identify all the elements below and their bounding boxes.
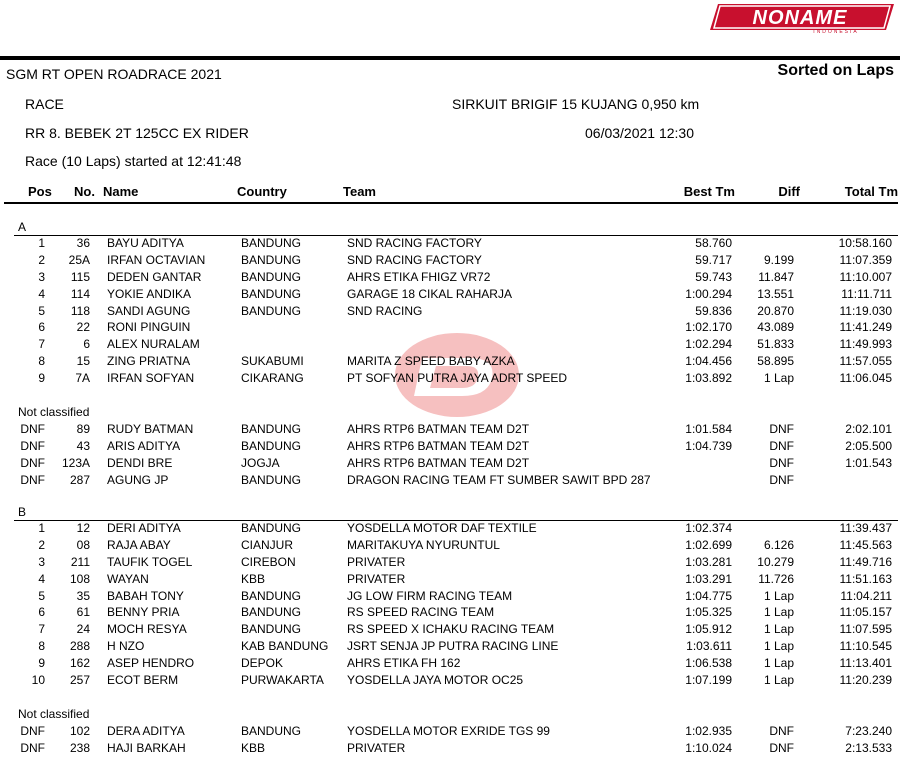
cell-team: DRAGON RACING TEAM FT SUMBER SAWIT BPD 287 bbox=[347, 473, 651, 487]
cell-total: 11:07.359 bbox=[839, 253, 892, 267]
cell-total: 11:11.711 bbox=[841, 287, 892, 301]
cell-name: YOKIE ANDIKA bbox=[107, 287, 192, 301]
cell-diff: 1 Lap bbox=[763, 605, 794, 619]
cell-diff: 1 Lap bbox=[763, 656, 794, 670]
cell-pos: 8 bbox=[38, 639, 45, 653]
cell-name: BABAH TONY bbox=[107, 589, 184, 603]
table-row bbox=[0, 270, 900, 287]
table-row bbox=[0, 521, 900, 538]
cell-name: RUDY BATMAN bbox=[107, 422, 194, 436]
table-row bbox=[0, 320, 900, 337]
cell-no: 288 bbox=[69, 639, 90, 653]
cell-team: SND RACING bbox=[347, 304, 423, 318]
cell-best: 1:02.374 bbox=[685, 521, 732, 535]
table-row bbox=[0, 555, 900, 572]
cell-total: 11:20.239 bbox=[839, 673, 892, 687]
cell-country: BANDUNG bbox=[241, 253, 302, 267]
cell-total: 2:05.500 bbox=[845, 439, 892, 453]
table-row bbox=[0, 337, 900, 354]
cell-team: AHRS RTP6 BATMAN TEAM D2T bbox=[347, 456, 530, 470]
cell-diff: DNF bbox=[769, 473, 794, 487]
table-row bbox=[0, 622, 900, 639]
datetime-label: 06/03/2021 12:30 bbox=[585, 125, 694, 141]
cell-country: BANDUNG bbox=[241, 521, 302, 535]
cell-name: TAUFIK TOGEL bbox=[107, 555, 193, 569]
cell-name: AGUNG JP bbox=[107, 473, 169, 487]
cell-no: 7A bbox=[75, 371, 90, 385]
cell-diff: 13.551 bbox=[757, 287, 794, 301]
cell-team: PRIVATER bbox=[347, 572, 406, 586]
cell-name: ZING PRIATNA bbox=[107, 354, 191, 368]
cell-best: 59.836 bbox=[695, 304, 732, 318]
cell-team: AHRS ETIKA FHIGZ VR72 bbox=[347, 270, 491, 284]
cell-team: JSRT SENJA JP PUTRA RACING LINE bbox=[347, 639, 559, 653]
logo-subtext: INDONESIA bbox=[813, 29, 859, 34]
cell-best: 1:04.775 bbox=[685, 589, 732, 603]
cell-name: IRFAN SOFYAN bbox=[107, 371, 195, 385]
race-start-label: Race (10 Laps) started at 12:41:48 bbox=[25, 153, 242, 169]
class-label: RR 8. BEBEK 2T 125CC EX RIDER bbox=[25, 125, 249, 141]
cell-country: CIANJUR bbox=[241, 538, 294, 552]
table-row bbox=[0, 439, 900, 456]
cell-name: DEDEN GANTAR bbox=[107, 270, 202, 284]
cell-country: JOGJA bbox=[241, 456, 280, 470]
cell-pos: 1 bbox=[38, 521, 45, 535]
cell-no: 35 bbox=[76, 589, 90, 603]
cell-best: 1:04.739 bbox=[685, 439, 732, 453]
cell-pos: DNF bbox=[20, 422, 45, 436]
cell-name: H NZO bbox=[107, 639, 145, 653]
cell-country: BANDUNG bbox=[241, 605, 302, 619]
cell-total: 2:13.533 bbox=[845, 741, 892, 755]
cell-diff: 1 Lap bbox=[763, 589, 794, 603]
cell-total: 11:41.249 bbox=[839, 320, 892, 334]
table-row bbox=[0, 304, 900, 321]
cell-diff: 11.726 bbox=[758, 572, 794, 586]
cell-team: RS SPEED RACING TEAM bbox=[347, 605, 495, 619]
cell-diff: 1 Lap bbox=[763, 639, 794, 653]
cell-best: 1:04.456 bbox=[685, 354, 732, 368]
cell-pos: 2 bbox=[38, 538, 45, 552]
cell-no: 61 bbox=[76, 605, 90, 619]
cell-name: ECOT BERM bbox=[107, 673, 179, 687]
cell-team: GARAGE 18 CIKAL RAHARJA bbox=[347, 287, 512, 301]
cell-country: BANDUNG bbox=[241, 304, 302, 318]
table-row bbox=[0, 473, 900, 490]
cell-diff: 10.279 bbox=[757, 555, 794, 569]
col-header-country: Country bbox=[237, 184, 287, 199]
cell-pos: 3 bbox=[38, 270, 45, 284]
table-row bbox=[0, 371, 900, 388]
cell-pos: DNF bbox=[20, 724, 45, 738]
cell-team: PRIVATER bbox=[347, 555, 406, 569]
cell-no: 6 bbox=[83, 337, 90, 351]
cell-total: 11:45.563 bbox=[839, 538, 892, 552]
table-row bbox=[0, 741, 900, 758]
cell-name: WAYAN bbox=[107, 572, 149, 586]
cell-name: MOCH RESYA bbox=[107, 622, 187, 636]
cell-diff: 1 Lap bbox=[763, 371, 794, 385]
table-row bbox=[0, 538, 900, 555]
cell-country: BANDUNG bbox=[241, 422, 302, 436]
cell-team: YOSDELLA JAYA MOTOR OC25 bbox=[347, 673, 524, 687]
col-header-best: Best Tm bbox=[683, 184, 735, 199]
col-header-diff: Diff bbox=[778, 184, 800, 199]
cell-no: 89 bbox=[76, 422, 90, 436]
cell-pos: 6 bbox=[38, 605, 45, 619]
cell-name: ALEX NURALAM bbox=[107, 337, 200, 351]
cell-best: 1:00.294 bbox=[685, 287, 732, 301]
cell-best: 1:03.281 bbox=[685, 555, 732, 569]
cell-best: 1:03.892 bbox=[685, 371, 732, 385]
cell-diff: DNF bbox=[769, 422, 794, 436]
cell-total: 11:07.595 bbox=[839, 622, 892, 636]
cell-pos: 7 bbox=[38, 622, 45, 636]
group-title: A bbox=[18, 220, 27, 234]
cell-no: 12 bbox=[76, 521, 90, 535]
cell-name: ASEP HENDRO bbox=[107, 656, 195, 670]
cell-pos: 4 bbox=[38, 572, 45, 586]
group-title: B bbox=[18, 505, 27, 519]
col-header-name: Name bbox=[103, 184, 139, 199]
cell-total: 11:57.055 bbox=[839, 354, 892, 368]
cell-team: RS SPEED X ICHAKU RACING TEAM bbox=[347, 622, 555, 636]
cell-no: 114 bbox=[70, 287, 90, 301]
cell-diff: DNF bbox=[769, 724, 794, 738]
cell-no: 118 bbox=[70, 304, 90, 318]
table-row bbox=[0, 589, 900, 606]
cell-total: 11:06.045 bbox=[839, 371, 892, 385]
cell-no: 102 bbox=[69, 724, 90, 738]
cell-total: 7:23.240 bbox=[845, 724, 892, 738]
cell-name: RONI PINGUIN bbox=[107, 320, 191, 334]
cell-team: AHRS RTP6 BATMAN TEAM D2T bbox=[347, 422, 530, 436]
cell-team: AHRS ETIKA FH 162 bbox=[347, 656, 461, 670]
cell-country: KAB BANDUNG bbox=[241, 639, 329, 653]
table-row bbox=[0, 724, 900, 741]
cell-name: HAJI BARKAH bbox=[107, 741, 186, 755]
cell-name: DENDI BRE bbox=[107, 456, 173, 470]
cell-total: 11:49.716 bbox=[839, 555, 892, 569]
cell-diff: DNF bbox=[769, 456, 794, 470]
cell-total: 10:58.160 bbox=[838, 236, 892, 250]
cell-total: 11:51.163 bbox=[839, 572, 892, 586]
cell-no: 108 bbox=[69, 572, 90, 586]
table-row bbox=[0, 605, 900, 622]
cell-no: 24 bbox=[76, 622, 90, 636]
cell-country: KBB bbox=[241, 572, 266, 586]
session-label: RACE bbox=[25, 96, 64, 112]
cell-pos: 4 bbox=[38, 287, 45, 301]
cell-pos: 9 bbox=[38, 656, 45, 670]
cell-pos: DNF bbox=[20, 473, 45, 487]
cell-diff: 20.870 bbox=[757, 304, 794, 318]
cell-country: PURWAKARTA bbox=[241, 673, 324, 687]
cell-pos: 9 bbox=[38, 371, 45, 385]
cell-best: 1:05.912 bbox=[685, 622, 732, 636]
table-row bbox=[0, 572, 900, 589]
cell-diff: 11.847 bbox=[758, 270, 794, 284]
cell-no: 08 bbox=[76, 538, 90, 552]
cell-team: SND RACING FACTORY bbox=[347, 236, 482, 250]
cell-no: 211 bbox=[70, 555, 90, 569]
cell-diff: 1 Lap bbox=[763, 622, 794, 636]
table-row bbox=[0, 639, 900, 656]
cell-total: 1:01.543 bbox=[845, 456, 892, 470]
cell-pos: 5 bbox=[38, 304, 45, 318]
cell-team: AHRS RTP6 BATMAN TEAM D2T bbox=[347, 439, 530, 453]
cell-no: 238 bbox=[69, 741, 90, 755]
cell-name: ARIS ADITYA bbox=[107, 439, 181, 453]
cell-total: 11:04.211 bbox=[840, 589, 892, 603]
cell-total: 11:19.030 bbox=[839, 304, 892, 318]
cell-best: 1:05.325 bbox=[685, 605, 732, 619]
cell-best: 1:02.170 bbox=[685, 320, 732, 334]
table-row bbox=[0, 287, 900, 304]
table-row bbox=[0, 253, 900, 270]
cell-team: YOSDELLA MOTOR EXRIDE TGS 99 bbox=[347, 724, 550, 738]
cell-team: SND RACING FACTORY bbox=[347, 253, 482, 267]
cell-team: MARITA Z SPEED BABY AZKA bbox=[347, 354, 515, 368]
cell-no: 15 bbox=[76, 354, 90, 368]
cell-pos: 7 bbox=[38, 337, 45, 351]
cell-total: 11:05.157 bbox=[839, 605, 892, 619]
cell-best: 59.743 bbox=[695, 270, 732, 284]
cell-pos: DNF bbox=[20, 741, 45, 755]
cell-country: BANDUNG bbox=[241, 439, 302, 453]
cell-country: KBB bbox=[241, 741, 266, 755]
cell-pos: 10 bbox=[31, 673, 45, 687]
cell-no: 162 bbox=[69, 656, 90, 670]
not-classified-title: Not classified bbox=[18, 707, 90, 721]
cell-diff: 6.126 bbox=[763, 538, 794, 552]
cell-total: 11:13.401 bbox=[839, 656, 892, 670]
cell-diff: 43.089 bbox=[757, 320, 794, 334]
cell-best: 1:03.291 bbox=[685, 572, 732, 586]
cell-pos: DNF bbox=[20, 439, 45, 453]
cell-best: 1:10.024 bbox=[685, 741, 732, 755]
cell-total: 11:39.437 bbox=[839, 521, 892, 535]
cell-no: 287 bbox=[69, 473, 90, 487]
event-title: SGM RT OPEN ROADRACE 2021 bbox=[6, 66, 222, 82]
sort-label: Sorted on Laps bbox=[777, 62, 894, 79]
cell-diff: 51.833 bbox=[757, 337, 794, 351]
cell-diff: 1 Lap bbox=[763, 673, 794, 687]
cell-country: BANDUNG bbox=[241, 589, 302, 603]
cell-country: SUKABUMI bbox=[241, 354, 304, 368]
cell-best: 1:03.611 bbox=[686, 639, 732, 653]
col-header-no: No. bbox=[74, 184, 95, 199]
cell-country: CIREBON bbox=[241, 555, 296, 569]
cell-country: CIKARANG bbox=[241, 371, 304, 385]
cell-pos: 1 bbox=[38, 236, 45, 250]
cell-country: BANDUNG bbox=[241, 622, 302, 636]
logo-text: NONAME bbox=[752, 7, 848, 29]
cell-team: YOSDELLA MOTOR DAF TEXTILE bbox=[347, 521, 537, 535]
cell-team: JG LOW FIRM RACING TEAM bbox=[347, 589, 513, 603]
cell-total: 2:02.101 bbox=[845, 422, 892, 436]
col-header-team: Team bbox=[343, 184, 376, 199]
cell-country: BANDUNG bbox=[241, 724, 302, 738]
cell-name: RAJA ABAY bbox=[107, 538, 171, 552]
cell-name: DERI ADITYA bbox=[107, 521, 181, 535]
cell-best: 59.717 bbox=[695, 253, 732, 267]
circuit-label: SIRKUIT BRIGIF 15 KUJANG 0,950 km bbox=[452, 96, 700, 112]
cell-no: 123A bbox=[61, 456, 90, 470]
cell-no: 43 bbox=[76, 439, 90, 453]
table-row bbox=[0, 354, 900, 371]
cell-pos: 3 bbox=[38, 555, 45, 569]
table-row bbox=[0, 236, 900, 253]
cell-diff: 58.895 bbox=[757, 354, 794, 368]
cell-pos: 2 bbox=[38, 253, 45, 267]
cell-pos: 8 bbox=[38, 354, 45, 368]
table-row bbox=[0, 656, 900, 673]
cell-diff: DNF bbox=[769, 439, 794, 453]
cell-name: BAYU ADITYA bbox=[107, 236, 184, 250]
noname-logo bbox=[708, 2, 896, 34]
cell-best: 1:02.699 bbox=[685, 538, 732, 552]
cell-best: 1:02.294 bbox=[685, 337, 732, 351]
cell-best: 1:07.199 bbox=[685, 673, 732, 687]
cell-best: 58.760 bbox=[695, 236, 732, 250]
table-row bbox=[0, 422, 900, 439]
cell-no: 115 bbox=[70, 270, 90, 284]
cell-diff: DNF bbox=[769, 741, 794, 755]
cell-team: MARITAKUYA NYURUNTUL bbox=[347, 538, 500, 552]
cell-total: 11:10.007 bbox=[839, 270, 892, 284]
cell-total: 11:49.993 bbox=[839, 337, 892, 351]
cell-name: DERA ADITYA bbox=[107, 724, 185, 738]
table-row bbox=[0, 673, 900, 690]
cell-best: 1:01.584 bbox=[685, 422, 732, 436]
cell-no: 36 bbox=[76, 236, 90, 250]
table-row bbox=[0, 456, 900, 473]
cell-team: PT SOFYAN PUTRA JAYA ADRT SPEED bbox=[347, 371, 568, 385]
cell-pos: 6 bbox=[38, 320, 45, 334]
cell-diff: 9.199 bbox=[763, 253, 794, 267]
cell-no: 257 bbox=[69, 673, 90, 687]
col-header-total: Total Tm bbox=[844, 184, 898, 199]
cell-name: BENNY PRIA bbox=[107, 605, 180, 619]
cell-best: 1:06.538 bbox=[685, 656, 732, 670]
cell-country: BANDUNG bbox=[241, 236, 302, 250]
top-rule bbox=[0, 56, 900, 60]
col-header-pos: Pos bbox=[28, 184, 52, 199]
header-rule bbox=[4, 202, 898, 204]
cell-pos: DNF bbox=[20, 456, 45, 470]
cell-team: PRIVATER bbox=[347, 741, 406, 755]
cell-country: BANDUNG bbox=[241, 287, 302, 301]
cell-country: BANDUNG bbox=[241, 270, 302, 284]
cell-total: 11:10.545 bbox=[839, 639, 892, 653]
cell-name: IRFAN OCTAVIAN bbox=[107, 253, 206, 267]
not-classified-title: Not classified bbox=[18, 405, 90, 419]
cell-no: 22 bbox=[76, 320, 90, 334]
cell-best: 1:02.935 bbox=[685, 724, 732, 738]
cell-no: 25A bbox=[68, 253, 90, 267]
cell-country: BANDUNG bbox=[241, 473, 302, 487]
cell-country: DEPOK bbox=[241, 656, 284, 670]
cell-name: SANDI AGUNG bbox=[107, 304, 191, 318]
cell-pos: 5 bbox=[38, 589, 45, 603]
